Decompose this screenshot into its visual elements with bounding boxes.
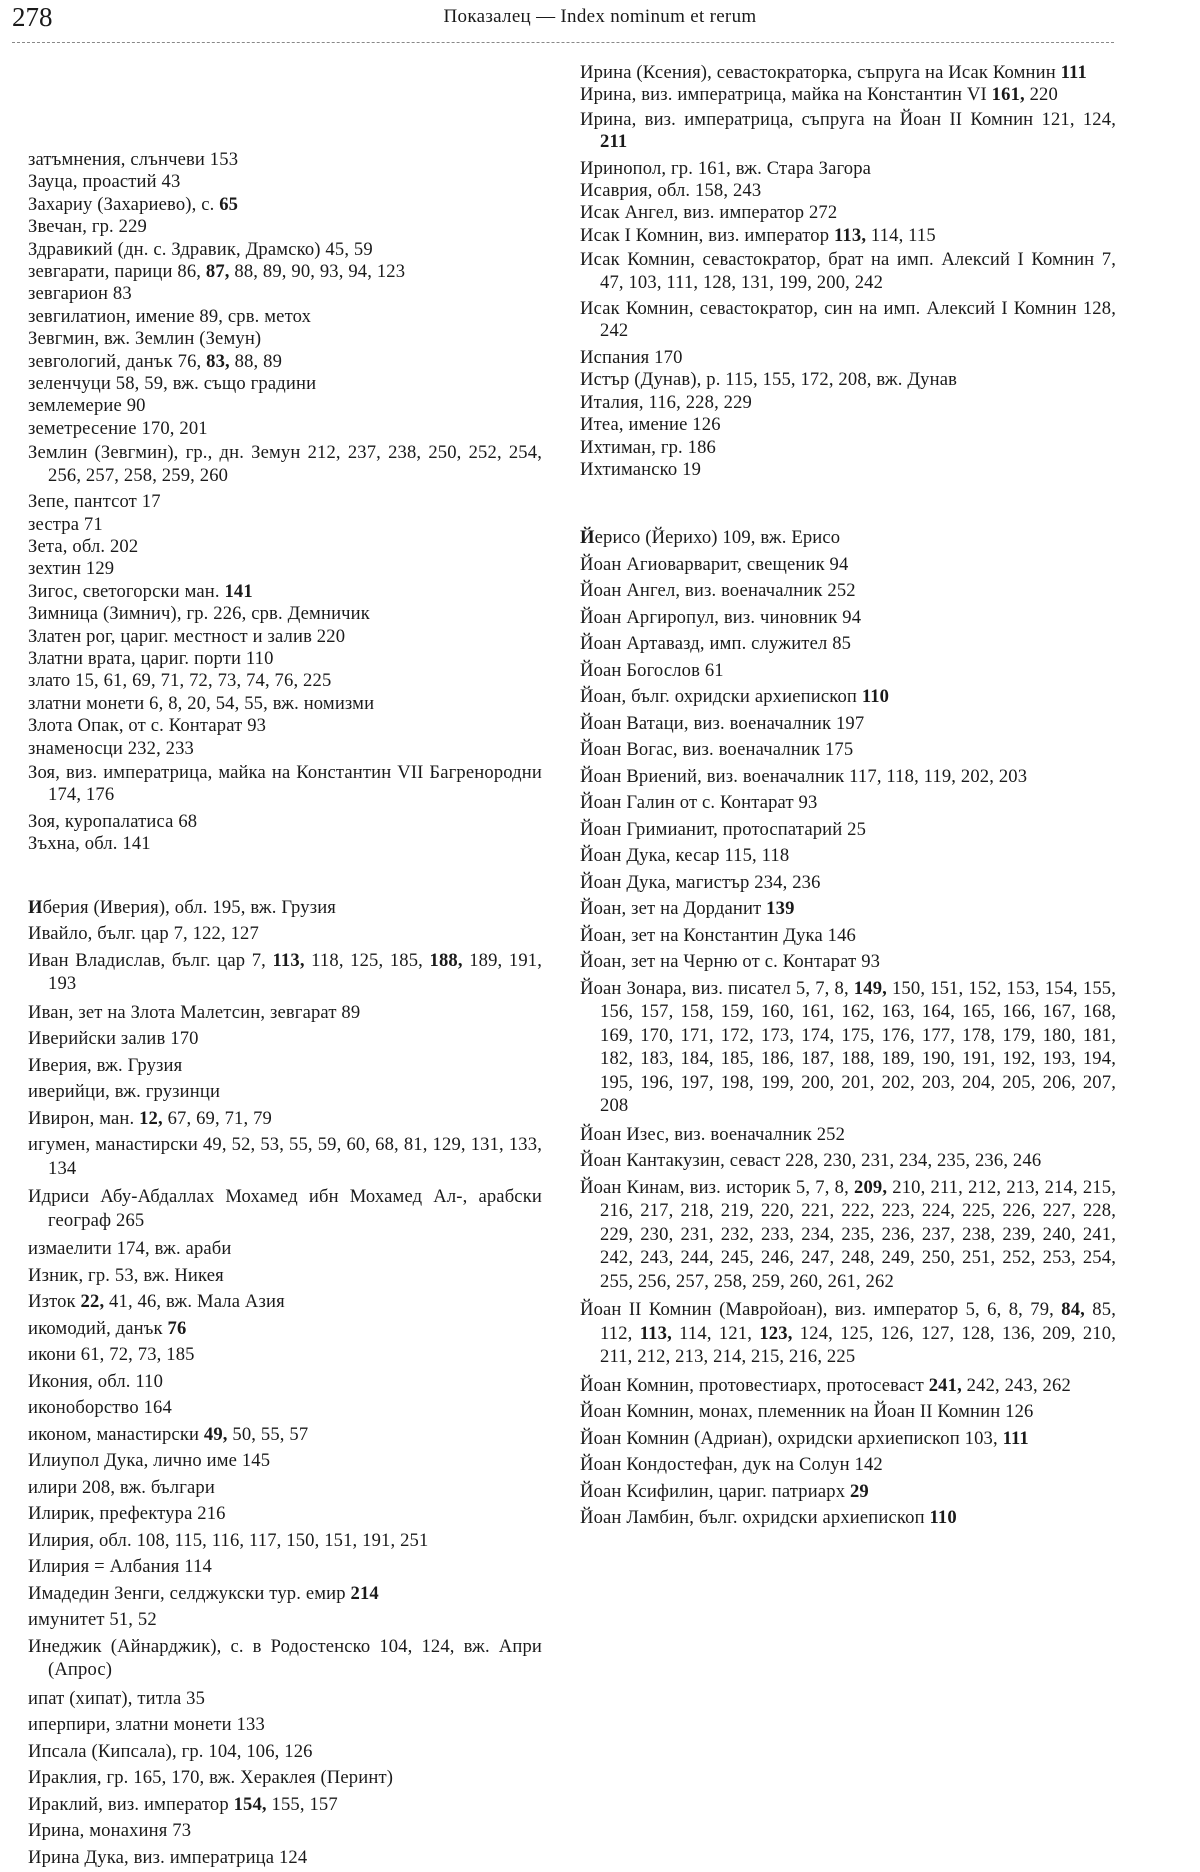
- index-entry: [580, 632, 1116, 656]
- index-entry: [28, 896, 542, 920]
- index-entry: [580, 180, 1116, 202]
- index-entry: [28, 738, 542, 760]
- index-entry: [580, 1176, 1116, 1294]
- entry-text: 150, 151, 152, 153, 154, 155, 156, 157, 158, 159, 160, 161, 162, 163, 164, 165, 166, 167, 168, 169, 170, 171, 172, 173, 174, 175, 176, 177, 178, 179, 180, 181, 182, 183, 184, 185, 186, 187, 188, 189, 190, 191, 192, 193, 194, 195, 196, 197, 198, 199, 200, 201, 202, 203, 204, 205, 206, 207, 208: [600, 977, 1117, 1117]
- index-entry: [580, 249, 1116, 294]
- entry-text: Йоан Изес, виз. военачалник 252: [580, 1123, 846, 1145]
- entry-text: 85, 112,: [600, 1299, 1116, 1344]
- entry-text: Италия, 116, 228, 229: [580, 391, 753, 413]
- entry-bold-ref: 110: [861, 686, 890, 708]
- entry-text: Ихтиман, гр. 186: [580, 436, 716, 458]
- section-gap: [28, 856, 542, 896]
- index-entry: [28, 171, 542, 193]
- index-entry: [28, 648, 542, 670]
- entry-bold-ref: 65: [219, 193, 239, 215]
- entry-text: зевгологий, данък 76,: [28, 350, 207, 372]
- entry-text: Йоан Ламбин, бълг. охридски архиепископ: [580, 1507, 930, 1529]
- entry-bold-ref: 211: [600, 131, 628, 153]
- entry-text: Зета, обл. 202: [28, 535, 139, 557]
- entry-text: 88, 89, 90, 93, 94, 123: [229, 261, 406, 283]
- entry-bold-ref: 22,: [80, 1291, 105, 1313]
- index-entry: [580, 1453, 1116, 1477]
- index-entry: [28, 1185, 542, 1232]
- entry-bold-ref: 161,: [991, 84, 1025, 106]
- index-entry: [580, 685, 1116, 709]
- entry-text: Иван Владислав, бълг. цар 7,: [28, 949, 273, 971]
- entry-text: измаелити 174, вж. араби: [28, 1238, 232, 1260]
- entry-text: Зигос, светогорски ман.: [28, 580, 225, 602]
- entry-text: 242, 243, 262: [961, 1374, 1071, 1396]
- entry-bold-ref: 87,: [205, 261, 230, 283]
- entry-text: Йоан Вогас, виз. военачалник 175: [580, 739, 854, 761]
- entry-text: зевгарати, парици 86,: [28, 261, 206, 283]
- entry-text: ипат (хипат), титла 35: [28, 1687, 206, 1709]
- entry-text: знаменосци 232, 233: [28, 737, 195, 759]
- header-rule: [12, 42, 1114, 43]
- entry-bold-ref: 76: [167, 1317, 187, 1339]
- entry-text: иперпири, златни монети 133: [28, 1714, 265, 1736]
- index-entry: [28, 1846, 542, 1870]
- entry-text: Йоан Зонара, виз. писател 5, 7, 8,: [580, 977, 854, 999]
- index-entry: [28, 149, 542, 171]
- entry-bold-ref: 29: [849, 1480, 869, 1502]
- entry-text: Илиупол Дука, лично име 145: [28, 1450, 271, 1472]
- entry-text: Йоан, зет на Черню от с. Контарат 93: [580, 951, 881, 973]
- index-column-right: [580, 62, 1116, 1533]
- index-entry: [580, 1298, 1116, 1369]
- entry-text: Йоан II Комнин (Мавройоан), виз. император 5, 6, 8, 79,: [580, 1299, 1062, 1321]
- running-header: Показалец — Index nominum et rerum: [443, 6, 757, 27]
- index-section: [28, 896, 542, 1870]
- index-entry: [28, 1713, 542, 1737]
- entry-text: зехтин 129: [28, 558, 115, 580]
- index-entry: [28, 1423, 542, 1447]
- index-entry: [28, 1107, 542, 1131]
- entry-text: Йоан Кондостефан, дук на Солун 142: [580, 1454, 883, 1476]
- entry-text: Ираклия, гр. 165, 170, вж. Хераклея (Перинт): [28, 1767, 394, 1789]
- index-entry: [28, 603, 542, 625]
- index-entry: [28, 395, 542, 417]
- entry-text: Исак Ангел, виз. император 272: [580, 202, 838, 224]
- index-entry: [580, 437, 1116, 459]
- entry-text: Иринопол, гр. 161, вж. Стара Загора: [580, 157, 872, 179]
- index-entry: [28, 558, 542, 580]
- entry-text: Йоан, зет на Константин Дука 146: [580, 924, 856, 946]
- entry-text: Йоан Комнин, протовестиарх, протосеваст: [580, 1374, 929, 1396]
- index-entry: [28, 833, 542, 855]
- index-entry: [580, 62, 1116, 84]
- entry-text: землемерие 90: [28, 395, 146, 417]
- index-entry: [28, 1687, 542, 1711]
- index-entry: [28, 514, 542, 536]
- entry-text: Ивайло, бълг. цар 7, 122, 127: [28, 923, 259, 945]
- entry-bold-ref: Й: [580, 527, 595, 549]
- index-entry: [28, 328, 542, 350]
- index-entry: [28, 1290, 542, 1314]
- entry-text: берия (Иверия), обл. 195, вж. Грузия: [42, 896, 336, 918]
- entry-text: 118, 125, 185,: [304, 949, 430, 971]
- index-entry: [580, 225, 1116, 247]
- entry-text: зеленчуци 58, 59, вж. също градини: [28, 373, 317, 395]
- entry-text: Ирина Дука, виз. императрица 124: [28, 1846, 308, 1868]
- index-entry: [580, 158, 1116, 180]
- entry-text: Испания 170: [580, 346, 683, 368]
- index-entry: [28, 261, 542, 283]
- entry-text: Здравикий (дн. с. Здравик, Драмско) 45, 59: [28, 238, 373, 260]
- entry-text: Йоан Кантакузин, севаст 228, 230, 231, 234, 235, 236, 246: [580, 1150, 1042, 1172]
- entry-text: Ивирон, ман.: [28, 1107, 140, 1129]
- index-entry: [580, 897, 1116, 921]
- entry-text: 67, 69, 71, 79: [162, 1107, 272, 1129]
- entry-text: 124, 125, 126, 127, 128, 136, 209, 210, 211, 212, 213, 214, 215, 216, 225: [600, 1322, 1116, 1368]
- entry-text: Илирия, обл. 108, 115, 116, 117, 150, 151, 191, 251: [28, 1529, 429, 1551]
- index-entry: [28, 536, 542, 558]
- entry-text: имунитет 51, 52: [28, 1609, 157, 1631]
- entry-bold-ref: 113,: [834, 224, 867, 246]
- entry-bold-ref: 113,: [639, 1322, 672, 1344]
- index-entry: [28, 351, 542, 373]
- index-entry: [580, 924, 1116, 948]
- entry-text: 220: [1024, 84, 1058, 106]
- entry-text: Йоан Агиоварварит, свещеник 94: [580, 553, 849, 575]
- entry-text: Йоан Комнин, монах, племенник на Йоан II Комнин 126: [580, 1401, 1034, 1423]
- entry-text: Исак Комнин, севастократор, брат на имп. Алексий I Комнин 7, 47, 103, 111, 128, 131, 199, 200, 242: [580, 249, 1116, 293]
- index-entry: [28, 1237, 542, 1261]
- entry-text: земетресение 170, 201: [28, 417, 208, 439]
- entry-bold-ref: И: [28, 896, 43, 918]
- entry-text: злато 15, 61, 69, 71, 72, 73, 74, 76, 225: [28, 670, 332, 692]
- entry-text: Йоан Галин от с. Контарат 93: [580, 792, 818, 814]
- entry-text: 88, 89: [229, 350, 283, 372]
- index-entry: [580, 526, 1116, 550]
- entry-text: Зауца, проастий 43: [28, 171, 181, 193]
- index-entry: [28, 811, 542, 833]
- entry-text: Илирик, префектура 216: [28, 1503, 226, 1525]
- entry-text: икомодий, данък: [28, 1317, 168, 1339]
- entry-text: игумен, манастирски 49, 52, 53, 55, 59, 60, 68, 81, 129, 131, 133, 134: [28, 1134, 542, 1179]
- entry-text: 210, 211, 212, 213, 214, 215, 216, 217, 218, 219, 220, 221, 222, 223, 224, 225, 226, 227, 228, 229, 230, 231, 232, 233, 234, 235, 236, 237, 238, 239, 240, 241, 242, 243, 244, 245, 246, 247, 248, 249, 250, 251, 252, 253, 254, 255, 256, 257, 258, 259, 260, 261, 262: [600, 1176, 1116, 1292]
- entry-text: Йоан Ангел, виз. военачалник 252: [580, 580, 856, 602]
- index-entry: [28, 1502, 542, 1526]
- index-entry: [28, 1793, 542, 1817]
- entry-text: Ирина, виз. императрица, съпруга на Йоан II Комнин 121, 124,: [580, 108, 1116, 130]
- entry-text: Йоан Гримианит, протоспатарий 25: [580, 818, 867, 840]
- index-entry: [28, 194, 542, 216]
- index-entry: [28, 1396, 542, 1420]
- entry-text: Златен рог, цариг. местност и залив 220: [28, 625, 346, 647]
- index-entry: [28, 1001, 542, 1025]
- index-entry: [28, 306, 542, 328]
- entry-text: Злота Опак, от с. Контарат 93: [28, 715, 267, 737]
- entry-text: иверийци, вж. грузинци: [28, 1081, 221, 1103]
- index-entry: [28, 1449, 542, 1473]
- entry-text: Йоан Вриений, виз. военачалник 117, 118, 119, 202, 203: [580, 765, 1028, 787]
- entry-text: Иверийски залив 170: [28, 1028, 199, 1050]
- index-entry: [28, 1080, 542, 1104]
- entry-text: Изник, гр. 53, вж. Никея: [28, 1264, 224, 1286]
- index-entry: [580, 392, 1116, 414]
- entry-text: Ирина, виз. императрица, майка на Константин VI: [580, 84, 992, 106]
- entry-bold-ref: 49,: [203, 1423, 228, 1445]
- entry-text: Зоя, куропалатиса 68: [28, 810, 198, 832]
- index-entry: [580, 1427, 1116, 1451]
- entry-text: Изток: [28, 1291, 81, 1313]
- index-entry: [28, 949, 542, 996]
- index-entry: [28, 1027, 542, 1051]
- index-entry: [28, 373, 542, 395]
- entry-text: Звечан, гр. 229: [28, 216, 147, 238]
- index-entry: [580, 1400, 1116, 1424]
- index-entry: [580, 1374, 1116, 1398]
- index-entry: [28, 1343, 542, 1367]
- index-entry: [28, 1740, 542, 1764]
- index-entry: [580, 109, 1116, 154]
- entry-bold-ref: 113,: [272, 949, 305, 971]
- entry-text: Иверия, вж. Грузия: [28, 1054, 183, 1076]
- index-section: [28, 149, 542, 856]
- index-entry: [580, 1149, 1116, 1173]
- index-entry: [28, 1555, 542, 1579]
- index-entry: [28, 216, 542, 238]
- index-entry: [28, 762, 542, 807]
- index-entry: [28, 283, 542, 305]
- index-entry: [28, 1264, 542, 1288]
- entry-text: Исак I Комнин, виз. император: [580, 224, 834, 246]
- entry-text: зестра 71: [28, 513, 103, 535]
- index-entry: [580, 950, 1116, 974]
- entry-bold-ref: 12,: [139, 1107, 163, 1129]
- entry-text: 155, 157: [266, 1793, 338, 1815]
- entry-text: Ираклий, виз. император: [28, 1793, 234, 1815]
- index-entry: [28, 442, 542, 487]
- entry-text: Зоя, виз. императрица, майка на Константин VII Багренородни 174, 176: [28, 761, 542, 806]
- index-entry: [580, 1506, 1116, 1530]
- entry-text: иконом, манастирски: [28, 1423, 204, 1445]
- entry-bold-ref: 209,: [854, 1176, 888, 1198]
- entry-text: 50, 55, 57: [227, 1423, 309, 1445]
- entry-bold-ref: 139: [766, 898, 795, 920]
- entry-text: Исак Комнин, севастократор, син на имп. Алексий I Комнин 128, 242: [580, 298, 1116, 342]
- index-entry: [580, 1480, 1116, 1504]
- entry-text: Ирина, монахиня 73: [28, 1820, 192, 1842]
- index-entry: [580, 738, 1116, 762]
- index-entry: [28, 1635, 542, 1682]
- index-entry: [580, 414, 1116, 436]
- index-entry: [28, 418, 542, 440]
- index-entry: [580, 553, 1116, 577]
- entry-text: Ирина (Ксения), севастократорка, съпруга на Исак Комнин: [580, 62, 1061, 83]
- entry-text: 189, 191, 193: [48, 949, 543, 995]
- index-entry: [580, 844, 1116, 868]
- entry-bold-ref: 188,: [429, 949, 463, 971]
- index-section: [580, 62, 1116, 481]
- entry-text: 41, 46, вж. Мала Азия: [104, 1291, 285, 1313]
- index-entry: [28, 581, 542, 603]
- entry-text: иконоборство 164: [28, 1397, 172, 1419]
- index-entry: [580, 818, 1116, 842]
- index-entry: [580, 579, 1116, 603]
- index-entry: [28, 239, 542, 261]
- index-entry: [28, 715, 542, 737]
- index-entry: [28, 1133, 542, 1180]
- entry-text: Йоан Кинам, виз. историк 5, 7, 8,: [580, 1176, 854, 1198]
- index-entry: [28, 693, 542, 715]
- entry-text: икони 61, 72, 73, 185: [28, 1344, 195, 1366]
- entry-text: Зепе, пантсот 17: [28, 491, 161, 513]
- entry-text: ерисо (Йерихо) 109, вж. Ерисо: [594, 527, 841, 549]
- index-entry: [28, 626, 542, 648]
- index-entry: [28, 1317, 542, 1341]
- index-entry: [28, 670, 542, 692]
- entry-text: зевгарион 83: [28, 283, 132, 305]
- index-entry: [580, 347, 1116, 369]
- index-entry: [28, 491, 542, 513]
- entry-bold-ref: 111: [1002, 1427, 1029, 1449]
- entry-text: Златни врата, цариг. порти 110: [28, 647, 274, 669]
- index-entry: [580, 606, 1116, 630]
- entry-text: Исаврия, обл. 158, 243: [580, 180, 762, 202]
- index-entry: [580, 1123, 1116, 1147]
- entry-text: Йоан Ватаци, виз. военачалник 197: [580, 712, 865, 734]
- entry-text: 114, 115: [866, 224, 936, 246]
- index-entry: [28, 922, 542, 946]
- section-gap: [580, 481, 1116, 526]
- entry-text: Иван, зет на Злота Малетсин, зевгарат 89: [28, 1001, 361, 1023]
- entry-text: зевгилатион, имение 89, срв. метох: [28, 305, 312, 327]
- index-entry: [580, 977, 1116, 1118]
- entry-text: Зевгмин, вж. Землин (Земун): [28, 328, 262, 350]
- index-entry: [580, 791, 1116, 815]
- entry-bold-ref: 84,: [1061, 1299, 1085, 1321]
- index-entry: [28, 1054, 542, 1078]
- index-entry: [580, 369, 1116, 391]
- entry-text: илири 208, вж. българи: [28, 1476, 215, 1498]
- entry-text: Истър (Дунав), р. 115, 155, 172, 208, вж. Дунав: [580, 369, 958, 391]
- page-number: 278: [12, 2, 53, 32]
- index-entry: [28, 1582, 542, 1606]
- index-entry: [580, 84, 1116, 106]
- entry-text: Илирия = Албания 114: [28, 1556, 212, 1578]
- entry-bold-ref: 111: [1060, 62, 1087, 83]
- entry-text: затъмнения, слънчеви 153: [28, 149, 239, 170]
- entry-text: Имадедин Зенги, селджукски тур. емир: [28, 1582, 351, 1604]
- entry-text: Зимница (Зимнич), гр. 226, срв. Демничик: [28, 603, 370, 625]
- index-section: [580, 526, 1116, 1530]
- entry-bold-ref: 83,: [206, 350, 230, 372]
- index-entry: [580, 712, 1116, 736]
- entry-text: Йоан Богослов 61: [580, 659, 724, 681]
- entry-text: Ихтиманско 19: [580, 458, 702, 480]
- index-entry: [28, 1476, 542, 1500]
- index-entry: [28, 1608, 542, 1632]
- entry-text: Йоан Аргиропул, виз. чиновник 94: [580, 606, 862, 628]
- entry-bold-ref: 149,: [853, 977, 887, 999]
- entry-text: Йоан, бълг. охридски архиепископ: [580, 686, 862, 708]
- entry-text: Землин (Зевгмин), гр., дн. Земун 212, 237, 238, 250, 252, 254, 256, 257, 258, 259, 260: [28, 442, 542, 486]
- entry-text: Итеа, имение 126: [580, 414, 721, 436]
- index-entry: [580, 659, 1116, 683]
- entry-bold-ref: 141: [224, 580, 253, 602]
- entry-text: Идриси Абу-Абдаллах Мохамед ибн Мохамед Ал-, арабски географ 265: [28, 1186, 542, 1231]
- entry-bold-ref: 214: [350, 1582, 379, 1604]
- index-entry: [28, 1766, 542, 1790]
- entry-bold-ref: 123,: [759, 1322, 793, 1344]
- entry-bold-ref: 110: [929, 1507, 957, 1529]
- index-entry: [580, 298, 1116, 343]
- entry-text: Зъхна, обл. 141: [28, 833, 151, 855]
- entry-text: златни монети 6, 8, 20, 54, 55, вж. номизми: [28, 692, 375, 714]
- entry-text: Йоан Артавазд, имп. служител 85: [580, 633, 852, 655]
- index-column-left: [28, 149, 542, 1872]
- entry-text: Йоан Дука, кесар 115, 118: [580, 845, 790, 867]
- entry-bold-ref: 154,: [233, 1793, 267, 1815]
- entry-text: 114, 121,: [671, 1322, 760, 1344]
- entry-text: Йоан Комнин (Адриан), охридски архиепископ 103,: [580, 1427, 1003, 1449]
- entry-text: Йоан, зет на Дорданит: [580, 898, 767, 920]
- index-entry: [580, 871, 1116, 895]
- entry-text: Икония, обл. 110: [28, 1370, 164, 1392]
- entry-text: Ипсала (Кипсала), гр. 104, 106, 126: [28, 1740, 313, 1762]
- entry-text: Йоан Ксифилин, цариг. патриарх: [580, 1480, 850, 1502]
- index-entry: [580, 459, 1116, 481]
- index-entry: [580, 765, 1116, 789]
- entry-text: Захариу (Захариево), с.: [28, 193, 220, 215]
- entry-text: Инеджик (Айнарджик), с. в Родостенско 104, 124, вж. Апри (Апрос): [28, 1635, 542, 1681]
- index-entry: [28, 1529, 542, 1553]
- entry-text: Йоан Дука, магистър 234, 236: [580, 871, 821, 893]
- index-entry: [28, 1819, 542, 1843]
- index-entry: [28, 1370, 542, 1394]
- index-entry: [580, 202, 1116, 224]
- entry-bold-ref: 241,: [928, 1374, 962, 1396]
